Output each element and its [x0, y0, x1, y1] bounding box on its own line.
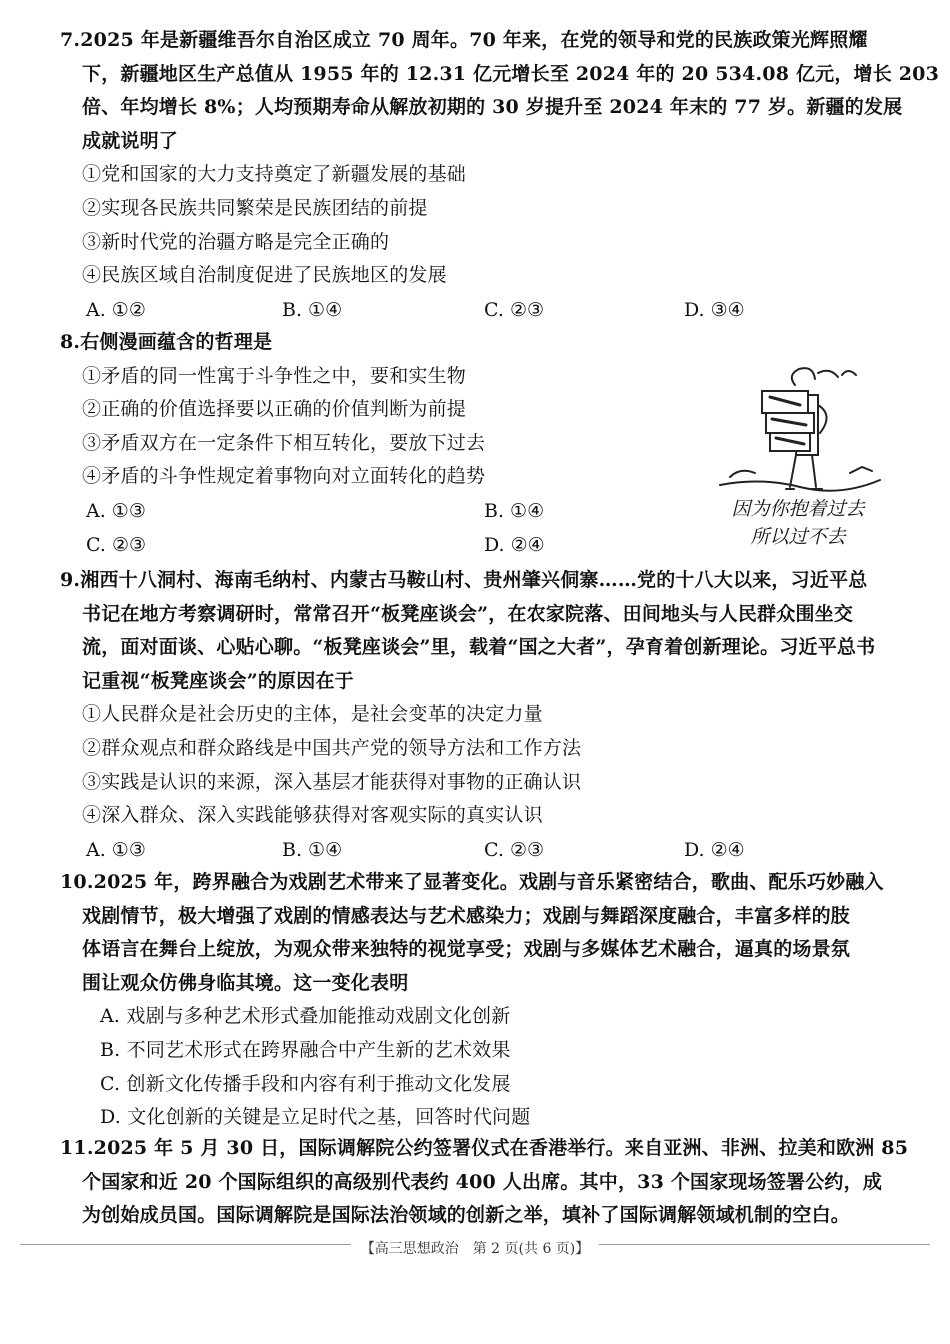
statement-4: ④矛盾的斗争性规定着事物向对立面转化的趋势	[82, 465, 486, 488]
question-7-stem	[60, 24, 940, 158]
choice-c[interactable]: C. ②③	[86, 533, 147, 556]
question-9-stem	[60, 564, 880, 698]
answer-choices	[60, 293, 880, 327]
caption-line: 所以过不去	[750, 526, 846, 548]
option-a[interactable]: A. 戏剧与多种艺术形式叠加能推动戏剧文化创新	[100, 1005, 511, 1028]
choice-b[interactable]: B. ①④	[484, 499, 545, 522]
statement-1: ①党和国家的大力支持奠定了新疆发展的基础	[82, 163, 467, 186]
stem-line: 围让观众仿佛身临其境。这一变化表明	[82, 971, 409, 994]
statement-2: ②正确的价值选择要以正确的价值判断为前提	[82, 398, 467, 421]
choice-d[interactable]: D. ②④	[684, 838, 745, 861]
choice-d[interactable]: D. ②④	[484, 533, 545, 556]
option-d[interactable]: D. 文化创新的关键是立足时代之基，回答时代问题	[100, 1106, 531, 1129]
stem-line: 为创始成员国。国际调解院是国际法治领域的创新之举，填补了国际调解领域机制的空白。	[82, 1204, 851, 1227]
cartoon-caption	[718, 495, 878, 551]
stem-line: 体语言在舞台上绽放，为观众带来独特的视觉享受；戏剧与多媒体艺术融合，逼真的场景氛	[82, 938, 851, 961]
choice-d[interactable]: D. ③④	[684, 298, 745, 321]
statement-3: ③矛盾双方在一定条件下相互转化，要放下过去	[82, 431, 486, 454]
statement-3: ③实践是认识的来源，深入基层才能获得对事物的正确认识	[82, 770, 582, 793]
statement-3: ③新时代党的治疆方略是完全正确的	[82, 230, 390, 253]
statement-4: ④深入群众、深入实践能够获得对客观实际的真实认识	[82, 804, 543, 827]
stem-line: 倍、年均增长 8%；人均预期寿命从解放初期的 30 岁提升至 2024 年末的 77 岁。新疆的发展	[82, 96, 903, 119]
question-9	[60, 564, 880, 867]
choice-b[interactable]: B. ①④	[282, 838, 343, 861]
question-7	[60, 24, 940, 327]
choice-a[interactable]: A. ①③	[86, 499, 146, 522]
stem-line: 8.右侧漫画蕴含的哲理是	[60, 331, 273, 353]
statement-1: ①人民群众是社会历史的主体，是社会变革的决定力量	[82, 703, 543, 726]
choice-c[interactable]: C. ②③	[484, 838, 545, 861]
question-11-stem	[60, 1132, 909, 1233]
footer-text: 【高三思想政治 第 2 页(共 6 页)】	[351, 1241, 600, 1257]
caption-line: 因为你抱着过去	[731, 498, 865, 520]
stem-line: 书记在地方考察调研时，常常召开“板凳座谈会”，在农家院落、田间地头与人民群众围坐交	[82, 602, 854, 625]
stem-line: 10.2025 年，跨界融合为戏剧艺术带来了显著变化。戏剧与音乐紧密结合，歌曲、配乐巧妙融入	[60, 871, 884, 893]
question-10	[60, 866, 884, 1135]
choice-a[interactable]: A. ①②	[86, 298, 146, 321]
question-11	[60, 1132, 909, 1233]
stem-line: 流，面对面谈、心贴心聊。“板凳座谈会”里，载着“国之大者”，孕育着创新理论。习近平总书	[82, 636, 876, 659]
option-b[interactable]: B. 不同艺术形式在跨界融合中产生新的艺术效果	[100, 1038, 511, 1061]
question-10-stem	[60, 866, 884, 1000]
answer-choices	[60, 833, 880, 867]
stem-line: 7.2025 年是新疆维吾尔自治区成立 70 周年。70 年来，在党的领导和党的民族政策光辉照耀	[60, 29, 868, 51]
choice-b[interactable]: B. ①④	[282, 298, 343, 321]
stem-line: 戏剧情节，极大增强了戏剧的情感表达与艺术感染力；戏剧与舞蹈深度融合，丰富多样的肢	[82, 904, 851, 927]
stem-line: 11.2025 年 5 月 30 日，国际调解院公约签署仪式在香港举行。来自亚洲、非洲、拉美和欧洲 85	[60, 1137, 909, 1159]
choice-c[interactable]: C. ②③	[484, 298, 545, 321]
statement-2: ②实现各民族共同繁荣是民族团结的前提	[82, 196, 428, 219]
stem-line: 下，新疆地区生产总值从 1955 年的 12.31 亿元增长至 2024 年的 20 534.08 亿元，增长 203	[82, 62, 940, 85]
stem-line: 记重视“板凳座谈会”的原因在于	[82, 669, 354, 692]
choice-a[interactable]: A. ①③	[86, 838, 146, 861]
option-c[interactable]: C. 创新文化传播手段和内容有利于推动文化发展	[100, 1072, 511, 1095]
statement-4: ④民族区域自治制度促进了民族地区的发展	[82, 264, 447, 287]
statement-2: ②群众观点和群众路线是中国共产党的领导方法和工作方法	[82, 736, 582, 759]
page-footer	[0, 1238, 950, 1258]
statement-1: ①矛盾的同一性寓于斗争性之中，要和实生物	[82, 364, 467, 387]
stem-line: 成就说明了	[82, 129, 179, 152]
stem-line: 个国家和近 20 个国际组织的高级别代表约 400 人出席。其中，33 个国家现场签署公约，成	[82, 1170, 883, 1193]
stem-line: 9.湘西十八洞村、海南毛纳村、内蒙古马鞍山村、贵州肇兴侗寨……党的十八大以来，习近平总	[60, 569, 868, 591]
